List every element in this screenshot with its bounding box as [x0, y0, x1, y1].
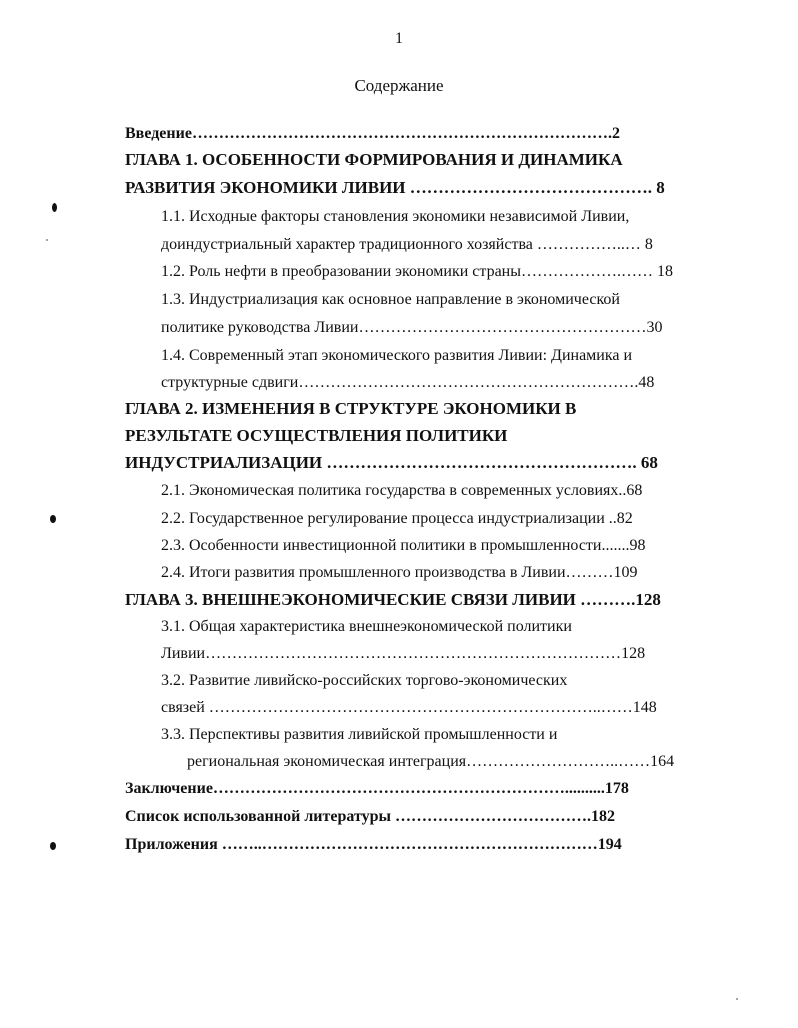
toc-chapter-2-line-1: ГЛАВА 2. ИЗМЕНЕНИЯ В СТРУКТУРЕ ЭКОНОМИКИ В — [125, 399, 577, 418]
toc-chapter-2-line-2: РЕЗУЛЬТАТЕ ОСУЩЕСТВЛЕНИЯ ПОЛИТИКИ — [125, 426, 508, 445]
toc-entry-references: Список использованной литературы ……………………………….182 — [125, 808, 615, 825]
toc-section-2-4: 2.4. Итоги развития промышленного производства в Ливии………109 — [161, 564, 638, 581]
page-number: 1 — [395, 30, 403, 47]
toc-section-3-1-line-1: 3.1. Общая характеристика внешнеэкономической политики — [161, 618, 572, 635]
toc-section-1-2: 1.2. Роль нефти в преобразовании экономики страны……………….…… 18 — [161, 263, 673, 280]
toc-chapter-3: ГЛАВА 3. ВНЕШНЕЭКОНОМИЧЕСКИЕ СВЯЗИ ЛИВИИ ……….128 — [125, 590, 661, 609]
toc-section-2-1: 2.1. Экономическая политика государства в современных условиях..68 — [161, 482, 643, 499]
toc-entry-intro: Введение…………………………………………………………………….2 — [125, 125, 620, 142]
toc-section-3-3-line-2: региональная экономическая интеграция………………………..……164 — [187, 753, 675, 770]
toc-chapter-1-line-1: ГЛАВА 1. ОСОБЕННОСТИ ФОРМИРОВАНИЯ И ДИНАМИКА — [125, 150, 623, 169]
toc-chapter-2-line-3: ИНДУСТРИАЛИЗАЦИИ ………………………………………………. 68 — [125, 453, 658, 472]
toc-title: Содержание — [354, 76, 444, 95]
toc-section-1-3-line-1: 1.3. Индустриализация как основное направление в экономической — [161, 291, 620, 308]
toc-chapter-1-line-2: РАЗВИТИЯ ЭКОНОМИКИ ЛИВИИ ……………………………………. 8 — [125, 178, 665, 197]
toc-section-3-2-line-2: связей ………………………………………………………………..……148 — [161, 699, 657, 716]
toc-section-1-4-line-1: 1.4. Современный этап экономического развития Ливии: Динамика и — [161, 347, 633, 364]
scan-mark — [52, 203, 57, 212]
scan-speck — [736, 998, 738, 1000]
toc-section-3-3-line-1: 3.3. Перспективы развития ливийской промышленности и — [161, 726, 558, 743]
toc-section-1-3-line-2: политике руководства Ливии………………………………………………30 — [161, 319, 663, 336]
toc-section-3-2-line-1: 3.2. Развитие ливийско-российских торгово-экономических — [161, 672, 568, 689]
scan-mark — [50, 842, 56, 850]
toc-section-2-2: 2.2. Государственное регулирование процесса индустриализации ..82 — [161, 510, 633, 527]
scan-speck — [46, 239, 48, 241]
toc-section-3-1-line-2: Ливии……………………………………………………………………128 — [161, 645, 646, 662]
toc-section-1-1-line-2: доиндустриальный характер традиционного хозяйства ……………..… 8 — [161, 236, 653, 253]
toc-section-1-4-line-2: структурные сдвиги……………………………………………………….48 — [161, 374, 655, 391]
toc-entry-appendix: Приложения ……..………………………………………………………194 — [125, 836, 622, 853]
scan-mark — [50, 515, 56, 523]
toc-section-1-1-line-1: 1.1. Исходные факторы становления экономики независимой Ливии, — [161, 208, 630, 225]
toc-section-2-3: 2.3. Особенности инвестиционной политики в промышленности.......98 — [161, 537, 646, 554]
toc-entry-conclusion: Заключение…………………………………………………………..........178 — [125, 780, 629, 797]
